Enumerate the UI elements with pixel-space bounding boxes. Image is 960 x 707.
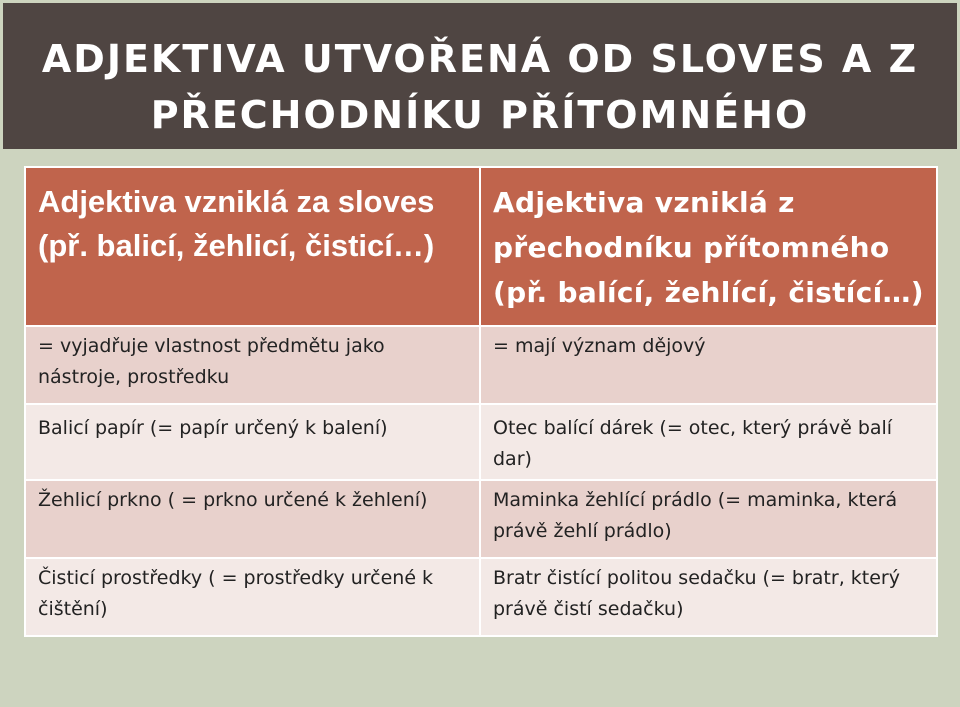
header-right: Adjektiva vzniklá z přechodníku přítomného (př. balící, žehlící, čistící…) (480, 167, 937, 326)
row-left-cell: = vyjadřuje vlastnost předmětu jako nástroje, prostředku (25, 326, 480, 404)
row-right-cell: Otec balící dárek (= otec, který právě balí dar) (480, 404, 937, 480)
table-row (25, 480, 937, 558)
row-right-cell: = mají význam dějový (480, 326, 937, 404)
row-right-cell: Bratr čistící politou sedačku (= bratr, který právě čistí sedačku) (480, 558, 937, 636)
table-row (25, 404, 937, 480)
table-row (25, 558, 937, 636)
row-right-cell: Maminka žehlící prádlo (= maminka, která právě žehlí prádlo) (480, 480, 937, 558)
row-left-cell: Balicí papír (= papír určený k balení) (25, 404, 480, 480)
row-left-cell: Žehlicí prkno ( = prkno určené k žehlení) (25, 480, 480, 558)
header-left: Adjektiva vzniklá za sloves (př. balicí, žehlicí, čisticí…) (25, 167, 480, 326)
row-left-cell: Čisticí prostředky ( = prostředky určené k čištění) (25, 558, 480, 636)
table-row (25, 326, 937, 404)
slide-title: ADJEKTIVA UTVOŘENÁ OD SLOVES A Z PŘECHODNÍKU PŘÍTOMNÉHO (41, 37, 919, 137)
title-bar (3, 3, 957, 149)
table-header-row (25, 167, 937, 326)
comparison-table (24, 166, 938, 637)
